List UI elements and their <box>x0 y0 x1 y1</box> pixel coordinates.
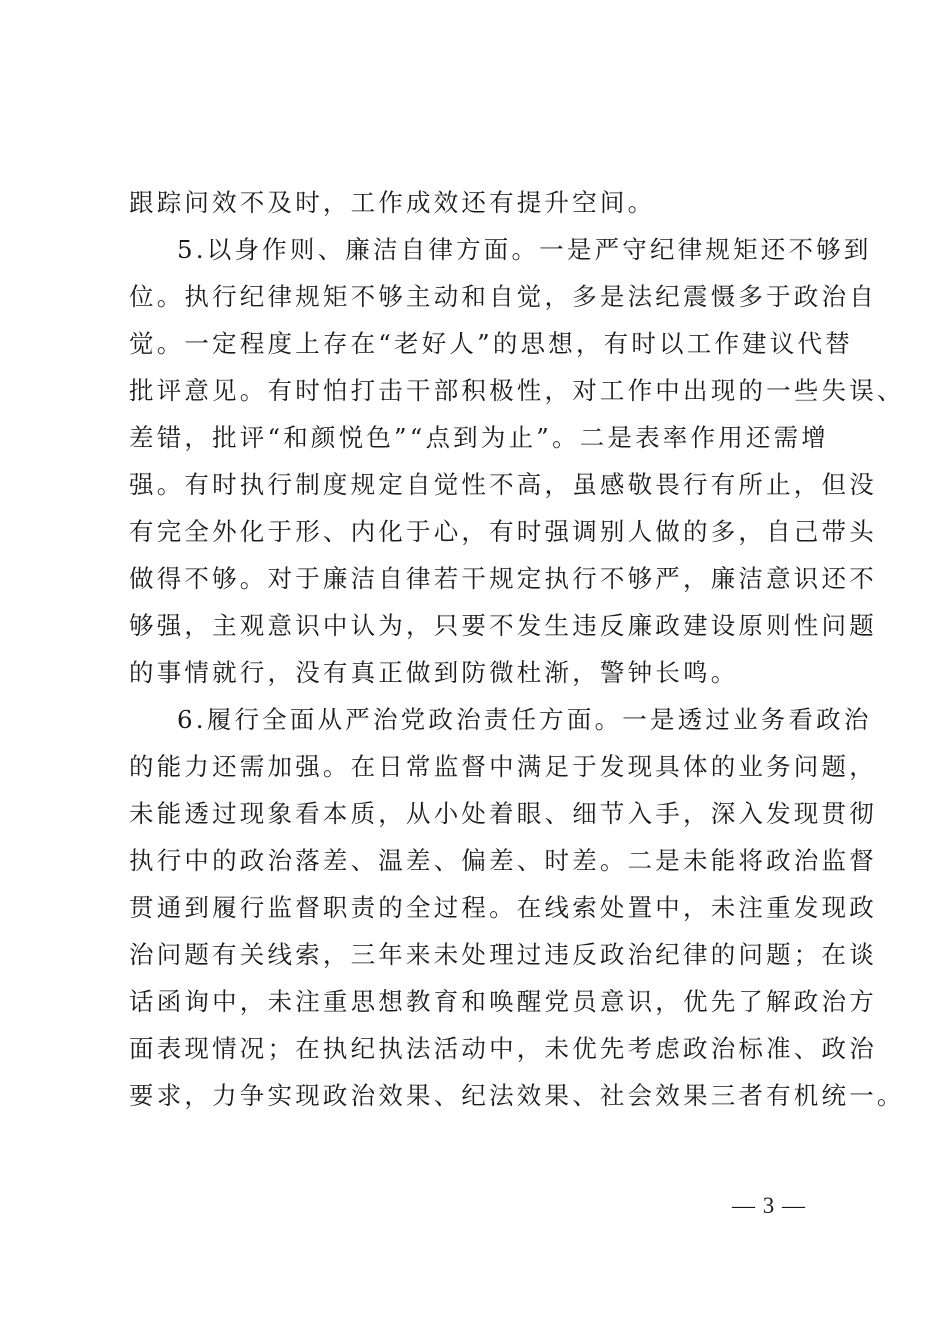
text-line: 够强，主观意识中认为，只要不发生违反廉政建设原则性问题 <box>129 611 877 640</box>
text-line: 贯通到履行监督职责的全过程。在线索处置中，未注重发现政 <box>129 893 877 922</box>
page-number: — 3 — <box>732 1193 806 1218</box>
text-line: 治问题有关线索，三年来未处理过违反政治纪律的问题；在谈 <box>129 940 877 969</box>
text-line: 强。有时执行制度规定自觉性不高，虽感敬畏行有所止，但没 <box>129 470 877 499</box>
text-line: 有完全外化于形、内化于心，有时强调别人做的多，自己带头 <box>129 517 877 546</box>
text-line: 差错，批评“和颜悦色”“点到为止”。二是表率作用还需增 <box>129 423 829 452</box>
text-line: 要求，力争实现政治效果、纪法效果、社会效果三者有机统一。 <box>129 1081 905 1110</box>
text-line: 面表现情况；在执纪执法活动中，未优先考虑政治标准、政治 <box>129 1034 877 1063</box>
document-body <box>129 179 905 1119</box>
text-line: 位。执行纪律规矩不够主动和自觉，多是法纪震慑多于政治自 <box>129 282 877 311</box>
text-line: 的事情就行，没有真正做到防微杜渐，警钟长鸣。 <box>129 658 739 687</box>
text-line: 的能力还需加强。在日常监督中满足于发现具体的业务问题， <box>129 752 877 781</box>
text-line: 话函询中，未注重思想教育和唤醒党员意识，优先了解政治方 <box>129 987 877 1016</box>
text-line: 批评意见。有时怕打击干部积极性，对工作中出现的一些失误、 <box>129 376 905 405</box>
paragraph-6-first-line: 6.履行全面从严治党政治责任方面。一是透过业务看政治 <box>177 705 872 734</box>
text-line: 未能透过现象看本质，从小处着眼、细节入手，深入发现贯彻 <box>129 799 877 828</box>
text-line: 做得不够。对于廉洁自律若干规定执行不够严，廉洁意识还不 <box>129 564 877 593</box>
text-line: 跟踪问效不及时，工作成效还有提升空间。 <box>129 188 656 217</box>
text-line: 执行中的政治落差、温差、偏差、时差。二是未能将政治监督 <box>129 846 877 875</box>
text-line: 觉。一定程度上存在“老好人”的思想，有时以工作建议代替 <box>129 329 853 358</box>
paragraph-5-first-line: 5.以身作则、廉洁自律方面。一是严守纪律规矩还不够到 <box>177 235 872 264</box>
